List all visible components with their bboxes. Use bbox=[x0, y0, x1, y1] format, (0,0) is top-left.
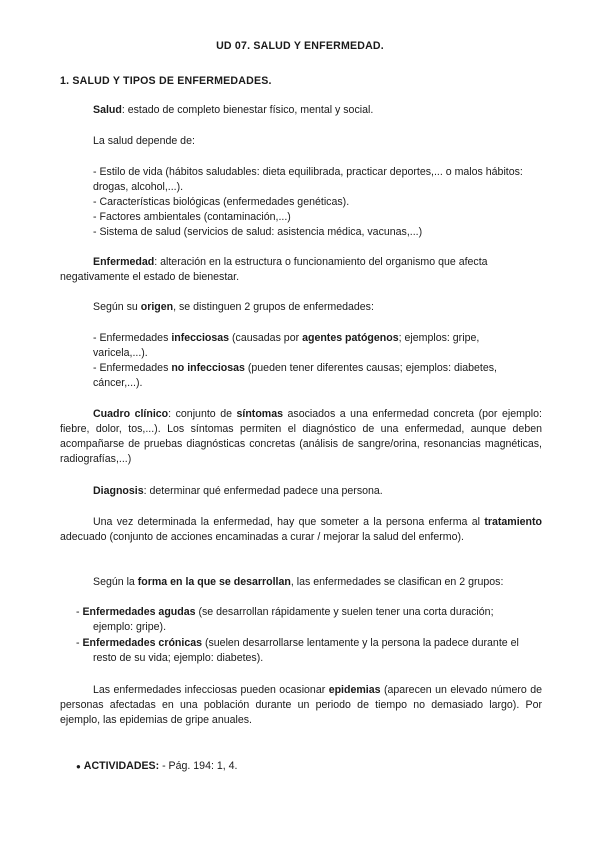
factor-line: drogas, alcohol,...). bbox=[93, 181, 184, 193]
enfermedad-definition-cont: negativamente el estado de bienestar. bbox=[60, 271, 240, 283]
salud-depende: La salud depende de: bbox=[93, 135, 195, 147]
actividades-line: ● ACTIVIDADES: - Pág. 194: 1, 4. bbox=[76, 760, 238, 772]
agudas-item: - Enfermedades agudas (se desarrollan rápidamente y suelen tener una corta duración; bbox=[76, 606, 494, 618]
cronicas-item: - Enfermedades crónicas (suelen desarrollarse lentamente y la persona la padece durante el bbox=[76, 637, 519, 649]
factor-line: - Sistema de salud (servicios de salud: asistencia médica, vacunas,...) bbox=[93, 226, 423, 238]
section-heading: 1. SALUD Y TIPOS DE ENFERMEDADES. bbox=[60, 75, 272, 87]
cuadro-clinico-paragraph: Cuadro clínico: conjunto de síntomas asociados a una enfermedad concreta (por ejemplo: fiebre, dolor, tos,...). Los síntomas permiten el diagnóstico de una enfermedad, aunque deben acompañarse de pruebas diagnósticas concretas (análisis de sangre/orina, resonancias magnéticas, radiografías,...) bbox=[60, 408, 542, 465]
sintomas-term: síntomas bbox=[236, 408, 284, 420]
agudas-term: Enfermedades agudas bbox=[82, 606, 196, 618]
salud-definition: Salud: estado de completo bienestar físico, mental y social. bbox=[93, 104, 374, 116]
factor-line: - Estilo de vida (hábitos saludables: dieta equilibrada, practicar deportes,... o malos hábitos: bbox=[93, 166, 523, 178]
diagnosis-definition: Diagnosis: determinar qué enfermedad padece una persona. bbox=[93, 485, 383, 497]
cronicas-term: Enfermedades crónicas bbox=[82, 637, 203, 649]
tratamiento-term: tratamiento bbox=[484, 516, 542, 528]
forma-term: forma en la que se desarrollan bbox=[137, 576, 291, 588]
cuadro-term: Cuadro clínico bbox=[93, 408, 169, 420]
document-title: UD 07. SALUD Y ENFERMEDAD. bbox=[216, 40, 384, 52]
no-infecciosas-term: no infecciosas bbox=[171, 362, 245, 374]
forma-intro: Según la forma en la que se desarrollan, las enfermedades se clasifican en 2 grupos: bbox=[93, 576, 504, 588]
agudas-item-cont: ejemplo: gripe). bbox=[93, 621, 167, 633]
origen-intro: Según su origen, se distinguen 2 grupos de enfermedades: bbox=[93, 301, 374, 313]
epidemias-paragraph: Las enfermedades infecciosas pueden ocasionar epidemias (aparecen un elevado número de personas afectadas en una población durante un periodo de tiempo no demasiado largo). Por ejemplo, las epidemias de gripe anuales. bbox=[60, 684, 542, 726]
factor-line: - Características biológicas (enfermedades genéticas). bbox=[93, 196, 350, 208]
actividades-label: ACTIVIDADES: bbox=[83, 760, 160, 772]
enfermedad-term: Enfermedad bbox=[93, 256, 155, 268]
bullet-icon: ● bbox=[76, 762, 81, 771]
no-infecciosas-item: - Enfermedades no infecciosas (pueden tener diferentes causas; ejemplos: diabetes, bbox=[93, 362, 497, 374]
origen-term: origen bbox=[140, 301, 174, 313]
no-infecciosas-item-cont: cáncer,...). bbox=[93, 377, 143, 389]
salud-term: Salud bbox=[93, 104, 122, 116]
factor-line: - Factores ambientales (contaminación,...) bbox=[93, 211, 291, 223]
infecciosas-item-cont: varicela,...). bbox=[93, 347, 148, 359]
tratamiento-paragraph: Una vez determinada la enfermedad, hay que someter a la persona enferma al tratamiento adecuado (conjunto de acciones encaminadas a curar / mejorar la salud del enfermo). bbox=[60, 516, 542, 543]
enfermedad-definition: Enfermedad: alteración en la estructura o funcionamiento del organismo que afecta bbox=[93, 256, 488, 268]
infecciosas-item: - Enfermedades infecciosas (causadas por agentes patógenos; ejemplos: gripe, bbox=[93, 332, 480, 344]
diagnosis-term: Diagnosis bbox=[93, 485, 144, 497]
epidemias-term: epidemias bbox=[328, 684, 381, 696]
agentes-term: agentes patógenos bbox=[302, 332, 399, 344]
infecciosas-term: infecciosas bbox=[171, 332, 230, 344]
cronicas-item-cont: resto de su vida; ejemplo: diabetes). bbox=[93, 652, 264, 664]
